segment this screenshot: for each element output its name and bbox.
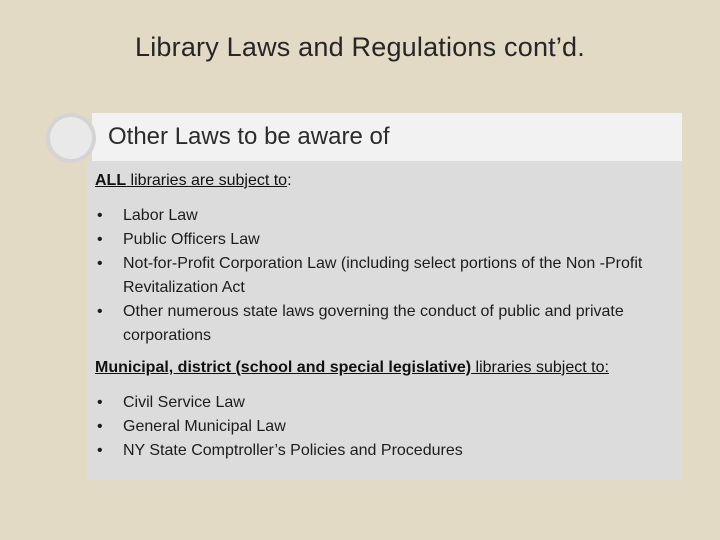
section1-lead-bold: ALL — [95, 172, 127, 189]
bullet-icon: • — [97, 442, 103, 459]
section1-lead — [95, 172, 292, 190]
list-item-text: Other numerous state laws governing the conduct of public and private corporations — [123, 303, 624, 344]
list-item-text: General Municipal Law — [123, 418, 286, 435]
list-item — [95, 391, 675, 415]
section2-lead-text: libraries subject to: — [471, 359, 609, 376]
bullet-icon: • — [97, 207, 103, 224]
subtitle-text: Other Laws to be aware of — [108, 123, 390, 150]
list-item — [95, 228, 675, 252]
bullet-icon: • — [97, 231, 103, 248]
section2-list — [95, 391, 675, 463]
list-item — [95, 439, 675, 463]
section1-lead-colon: : — [287, 172, 292, 189]
bullet-icon: • — [97, 418, 103, 435]
section1-lead-text: libraries are subject to — [126, 172, 288, 189]
list-item-text: Labor Law — [123, 207, 198, 224]
bullet-icon: • — [97, 255, 103, 272]
bullet-icon: • — [97, 303, 103, 320]
list-item-text: Civil Service Law — [123, 394, 245, 411]
section2-lead-bold: Municipal, district (school and special legislative) — [95, 359, 472, 376]
list-item — [95, 204, 675, 228]
list-item-text: NY State Comptroller’s Policies and Procedures — [123, 442, 463, 459]
content-panel — [87, 161, 682, 480]
section1-list — [95, 204, 675, 348]
slide-title: Library Laws and Regulations cont’d. — [135, 32, 585, 62]
list-item — [95, 300, 675, 348]
decorative-circle — [46, 113, 96, 163]
list-item-text: Public Officers Law — [123, 231, 260, 248]
subtitle-bar — [92, 113, 682, 161]
list-item-text: Not-for-Profit Corporation Law (including select portions of the Non -Profit Revitalization Act — [123, 255, 643, 296]
bullet-icon: • — [97, 394, 103, 411]
list-item — [95, 252, 675, 300]
list-item — [95, 415, 675, 439]
section2-lead — [95, 359, 609, 377]
